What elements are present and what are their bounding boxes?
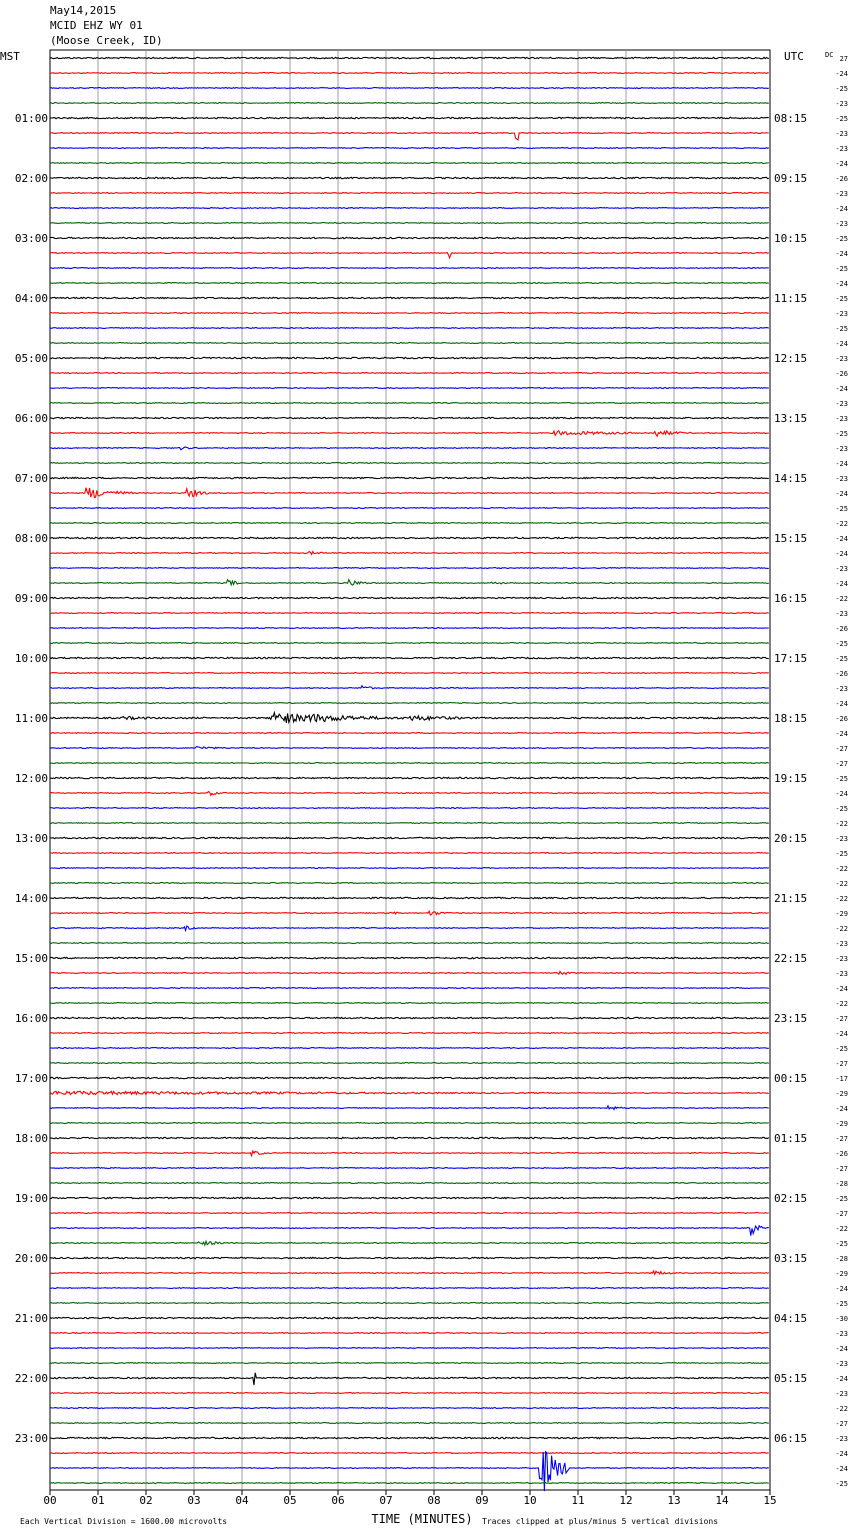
- trace-row: [50, 1257, 769, 1258]
- dc-value-label: -27: [835, 1015, 848, 1023]
- dc-value-label: -24: [835, 385, 848, 393]
- x-tick-label: 04: [235, 1494, 249, 1507]
- trace-row: [50, 1048, 769, 1049]
- mst-hour-label: 22:00: [14, 1372, 48, 1385]
- dc-value-label: -26: [835, 715, 848, 723]
- trace-row: [50, 1033, 769, 1034]
- dc-value-label: -24: [835, 280, 848, 288]
- dc-value-label: -23: [835, 475, 848, 483]
- utc-hour-label: 23:15: [774, 1012, 808, 1025]
- utc-hour-label: 06:15: [774, 1432, 808, 1445]
- trace-row: [50, 537, 769, 538]
- x-tick-label: 03: [187, 1494, 201, 1507]
- dc-value-label: -24: [835, 460, 848, 468]
- dc-value-label: -23: [835, 130, 848, 138]
- x-tick-label: 06: [331, 1494, 345, 1507]
- trace-row: [50, 686, 769, 689]
- dc-value-label: -24: [835, 70, 848, 78]
- dc-value-label: -23: [835, 1330, 848, 1338]
- chart-date: May14,2015: [50, 4, 117, 17]
- dc-value-label: -23: [835, 1390, 848, 1398]
- trace-row: [50, 163, 769, 164]
- trace-row: [50, 868, 769, 869]
- trace-row: [50, 568, 769, 569]
- utc-hour-label: 01:15: [774, 1132, 808, 1145]
- utc-hour-label: 16:15: [774, 592, 808, 605]
- dc-value-label: -26: [835, 625, 848, 633]
- trace-row: [50, 1226, 769, 1236]
- mst-hour-label: 05:00: [14, 352, 48, 365]
- dc-value-label: -22: [835, 1225, 848, 1233]
- trace-row: [50, 133, 769, 140]
- dc-value-label: -24: [835, 985, 848, 993]
- dc-value-label: -26: [835, 1150, 848, 1158]
- dc-value-label: -25: [835, 295, 848, 303]
- utc-hour-label: 03:15: [774, 1252, 808, 1265]
- x-tick-label: 07: [379, 1494, 393, 1507]
- dc-value-label: -24: [835, 1105, 848, 1113]
- trace-row: [50, 388, 769, 389]
- dc-value-label: -23: [835, 445, 848, 453]
- trace-row: [50, 463, 769, 464]
- trace-row: [50, 283, 769, 284]
- dc-value-label: -23: [835, 685, 848, 693]
- utc-axis-label: UTC: [784, 50, 804, 63]
- trace-row: [50, 88, 769, 89]
- dc-value-label: -24: [835, 730, 848, 738]
- utc-hour-label: 14:15: [774, 472, 808, 485]
- dc-value-label: -24: [835, 580, 848, 588]
- dc-label: DC: [825, 51, 834, 59]
- dc-value-label: -30: [835, 1315, 848, 1323]
- utc-hour-label: 08:15: [774, 112, 808, 125]
- dc-value-label: 27: [839, 55, 848, 63]
- trace-row: [50, 223, 769, 224]
- dc-value-label: -23: [835, 400, 848, 408]
- mst-hour-label: 01:00: [14, 112, 48, 125]
- trace-row: [50, 1373, 769, 1385]
- trace-row: [50, 837, 769, 838]
- dc-value-label: -17: [835, 1075, 848, 1083]
- trace-row: [50, 1213, 769, 1214]
- utc-hour-label: 09:15: [774, 172, 808, 185]
- chart-location: (Moose Creek, ID): [50, 34, 163, 47]
- trace-row: [50, 957, 769, 958]
- dc-value-label: -25: [835, 1480, 848, 1488]
- trace-row: [50, 1123, 769, 1124]
- utc-hour-label: 17:15: [774, 652, 808, 665]
- trace-row: [50, 1333, 769, 1334]
- trace-row: [50, 1197, 769, 1198]
- utc-hour-label: 12:15: [774, 352, 808, 365]
- trace-row: [50, 103, 769, 104]
- utc-hour-label: 18:15: [774, 712, 808, 725]
- dc-value-label: -25: [835, 640, 848, 648]
- dc-value-label: -24: [835, 1465, 848, 1473]
- dc-value-label: -25: [835, 850, 848, 858]
- trace-row: [50, 253, 769, 258]
- trace-row: [50, 643, 769, 644]
- dc-value-label: -24: [835, 1030, 848, 1038]
- trace-row: [50, 477, 769, 478]
- dc-value-label: -24: [835, 250, 848, 258]
- dc-value-label: -25: [835, 325, 848, 333]
- dc-value-label: -24: [835, 1345, 848, 1353]
- trace-row: [50, 597, 769, 598]
- dc-value-label: -22: [835, 895, 848, 903]
- trace-row: [50, 328, 769, 329]
- trace-row: [50, 1288, 769, 1289]
- dc-value-label: -23: [835, 145, 848, 153]
- dc-value-label: -22: [835, 520, 848, 528]
- mst-hour-label: 06:00: [14, 412, 48, 425]
- trace-row: [50, 1271, 769, 1275]
- utc-hour-label: 05:15: [774, 1372, 808, 1385]
- trace-row: [50, 357, 769, 358]
- dc-value-label: -25: [835, 775, 848, 783]
- dc-value-label: -29: [835, 1120, 848, 1128]
- trace-row: [50, 988, 769, 989]
- trace-row: [50, 313, 769, 314]
- x-tick-label: 13: [667, 1494, 681, 1507]
- mst-hour-label: 18:00: [14, 1132, 48, 1145]
- dc-value-label: -28: [835, 1255, 848, 1263]
- dc-value-label: -23: [835, 955, 848, 963]
- mst-hour-label: 03:00: [14, 232, 48, 245]
- dc-value-label: -25: [835, 265, 848, 273]
- x-axis-title: TIME (MINUTES): [371, 1512, 473, 1526]
- dc-value-label: -22: [835, 925, 848, 933]
- utc-hour-label: 13:15: [774, 412, 808, 425]
- trace-row: [50, 657, 769, 658]
- x-tick-label: 01: [91, 1494, 105, 1507]
- trace-row: [50, 117, 769, 118]
- trace-row: [50, 897, 769, 898]
- dc-value-label: -29: [835, 1270, 848, 1278]
- trace-row: [50, 268, 769, 269]
- trace-row: [50, 1423, 769, 1424]
- dc-value-label: -24: [835, 535, 848, 543]
- trace-row: [50, 1168, 769, 1169]
- mst-hour-label: 14:00: [14, 892, 48, 905]
- trace-row: [50, 763, 769, 764]
- trace-row: [50, 1241, 769, 1245]
- trace-row: [50, 613, 769, 614]
- dc-value-label: -22: [835, 595, 848, 603]
- trace-row: [50, 703, 769, 704]
- trace-row: [50, 883, 769, 884]
- dc-value-label: -26: [835, 670, 848, 678]
- x-tick-label: 08: [427, 1494, 441, 1507]
- dc-value-label: -25: [835, 1195, 848, 1203]
- dc-value-label: -29: [835, 910, 848, 918]
- trace-row: [50, 1183, 769, 1184]
- dc-value-label: -24: [835, 1375, 848, 1383]
- dc-value-label: -24: [835, 1285, 848, 1293]
- utc-hour-label: 21:15: [774, 892, 808, 905]
- trace-row: [50, 1151, 769, 1156]
- dc-value-label: -22: [835, 1405, 848, 1413]
- trace-row: [50, 1017, 769, 1018]
- x-tick-label: 02: [139, 1494, 153, 1507]
- utc-hour-label: 10:15: [774, 232, 808, 245]
- trace-row: [50, 57, 769, 58]
- dc-value-label: -22: [835, 865, 848, 873]
- trace-row: [50, 911, 769, 915]
- dc-value-label: -23: [835, 970, 848, 978]
- dc-value-label: -27: [835, 1060, 848, 1068]
- mst-hour-label: 11:00: [14, 712, 48, 725]
- dc-value-label: -23: [835, 610, 848, 618]
- mst-hour-label: 17:00: [14, 1072, 48, 1085]
- utc-hour-label: 15:15: [774, 532, 808, 545]
- trace-row: [50, 343, 769, 344]
- dc-value-label: -25: [835, 235, 848, 243]
- x-tick-label: 00: [43, 1494, 57, 1507]
- trace-row: [50, 1452, 769, 1491]
- trace-row: [50, 1091, 769, 1094]
- trace-row: [50, 148, 769, 149]
- trace-row: [50, 237, 769, 238]
- mst-axis-label: MST: [0, 50, 20, 63]
- trace-row: [50, 523, 769, 524]
- mst-hour-label: 23:00: [14, 1432, 48, 1445]
- dc-value-label: -23: [835, 940, 848, 948]
- trace-row: [50, 1063, 769, 1064]
- dc-value-label: -25: [835, 505, 848, 513]
- mst-hour-label: 16:00: [14, 1012, 48, 1025]
- mst-hour-label: 07:00: [14, 472, 48, 485]
- utc-hour-label: 22:15: [774, 952, 808, 965]
- trace-row: [50, 1303, 769, 1304]
- dc-value-label: -24: [835, 550, 848, 558]
- dc-value-label: -24: [835, 340, 848, 348]
- mst-hour-label: 21:00: [14, 1312, 48, 1325]
- trace-row: [50, 1453, 769, 1454]
- trace-row: [50, 508, 769, 509]
- dc-value-label: -23: [835, 310, 848, 318]
- x-tick-label: 14: [715, 1494, 729, 1507]
- mst-hour-label: 02:00: [14, 172, 48, 185]
- dc-value-label: -23: [835, 835, 848, 843]
- trace-row: [50, 431, 769, 437]
- x-tick-label: 10: [523, 1494, 537, 1507]
- trace-row: [50, 733, 769, 734]
- dc-value-label: -23: [835, 415, 848, 423]
- dc-value-label: -24: [835, 160, 848, 168]
- dc-value-label: -25: [835, 85, 848, 93]
- utc-hour-label: 11:15: [774, 292, 808, 305]
- trace-row: [50, 1393, 769, 1394]
- trace-row: [50, 1317, 769, 1318]
- mst-hour-label: 20:00: [14, 1252, 48, 1265]
- dc-value-label: -25: [835, 1045, 848, 1053]
- dc-value-label: -27: [835, 1135, 848, 1143]
- dc-value-label: -22: [835, 1000, 848, 1008]
- dc-value-label: -29: [835, 1090, 848, 1098]
- dc-value-label: -23: [835, 1360, 848, 1368]
- trace-row: [50, 1437, 769, 1438]
- trace-row: [50, 1077, 769, 1078]
- trace-row: [50, 297, 769, 298]
- trace-row: [50, 777, 769, 778]
- dc-value-label: -23: [835, 220, 848, 228]
- trace-row: [50, 713, 769, 723]
- mst-hour-label: 13:00: [14, 832, 48, 845]
- trace-row: [50, 792, 769, 796]
- dc-value-label: -24: [835, 205, 848, 213]
- dc-value-label: -23: [835, 1435, 848, 1443]
- x-tick-label: 09: [475, 1494, 489, 1507]
- dc-value-label: -27: [835, 1210, 848, 1218]
- trace-row: [50, 373, 769, 374]
- dc-value-label: -25: [835, 1240, 848, 1248]
- trace-row: [50, 417, 769, 418]
- trace-row: [50, 808, 769, 809]
- utc-hour-label: 00:15: [774, 1072, 808, 1085]
- dc-value-label: -26: [835, 175, 848, 183]
- trace-row: [50, 1137, 769, 1138]
- trace-row: [50, 193, 769, 194]
- trace-row: [50, 628, 769, 629]
- trace-row: [50, 73, 769, 74]
- utc-hour-label: 02:15: [774, 1192, 808, 1205]
- trace-row: [50, 926, 769, 931]
- trace-row: [50, 177, 769, 178]
- dc-value-label: -28: [835, 1180, 848, 1188]
- trace-row: [50, 673, 769, 674]
- trace-row: [50, 488, 769, 498]
- trace-row: [50, 580, 769, 586]
- dc-value-label: -27: [835, 1420, 848, 1428]
- trace-row: [50, 447, 769, 450]
- dc-value-label: -22: [835, 820, 848, 828]
- dc-value-label: -23: [835, 100, 848, 108]
- utc-hour-label: 20:15: [774, 832, 808, 845]
- dc-value-label: -26: [835, 370, 848, 378]
- mst-hour-label: 19:00: [14, 1192, 48, 1205]
- dc-value-label: -27: [835, 745, 848, 753]
- utc-hour-label: 04:15: [774, 1312, 808, 1325]
- trace-row: [50, 1363, 769, 1364]
- mst-hour-label: 12:00: [14, 772, 48, 785]
- utc-hour-label: 19:15: [774, 772, 808, 785]
- trace-row: [50, 747, 769, 749]
- chart-station: MCID EHZ WY 01: [50, 19, 143, 32]
- mst-hour-label: 09:00: [14, 592, 48, 605]
- trace-row: [50, 552, 769, 555]
- clip-footnote: Traces clipped at plus/minus 5 vertical divisions: [482, 1517, 719, 1526]
- dc-value-label: -25: [835, 1300, 848, 1308]
- trace-row: [50, 1483, 769, 1484]
- mst-hour-label: 08:00: [14, 532, 48, 545]
- dc-value-label: -23: [835, 190, 848, 198]
- trace-row: [50, 823, 769, 824]
- x-tick-label: 11: [571, 1494, 585, 1507]
- dc-value-label: -24: [835, 490, 848, 498]
- dc-value-label: -25: [835, 430, 848, 438]
- dc-value-label: -25: [835, 115, 848, 123]
- trace-row: [50, 1408, 769, 1409]
- dc-value-label: -27: [835, 1165, 848, 1173]
- trace-row: [50, 943, 769, 944]
- dc-value-label: -24: [835, 790, 848, 798]
- x-tick-label: 05: [283, 1494, 297, 1507]
- trace-row: [50, 208, 769, 209]
- dc-value-label: -24: [835, 700, 848, 708]
- mst-hour-label: 15:00: [14, 952, 48, 965]
- dc-value-label: -24: [835, 1450, 848, 1458]
- trace-row: [50, 853, 769, 854]
- dc-value-label: -22: [835, 880, 848, 888]
- dc-value-label: -23: [835, 355, 848, 363]
- x-tick-label: 12: [619, 1494, 633, 1507]
- trace-row: [50, 1348, 769, 1349]
- dc-value-label: -23: [835, 565, 848, 573]
- mst-hour-label: 10:00: [14, 652, 48, 665]
- trace-row: [50, 971, 769, 974]
- trace-row: [50, 1106, 769, 1110]
- scale-footnote: Each Vertical Division = 1600.00 microvolts: [20, 1517, 228, 1526]
- trace-row: [50, 1003, 769, 1004]
- dc-value-label: -25: [835, 805, 848, 813]
- dc-value-label: -25: [835, 655, 848, 663]
- dc-value-label: -27: [835, 760, 848, 768]
- trace-row: [50, 403, 769, 404]
- x-tick-label: 15: [763, 1494, 777, 1507]
- mst-hour-label: 04:00: [14, 292, 48, 305]
